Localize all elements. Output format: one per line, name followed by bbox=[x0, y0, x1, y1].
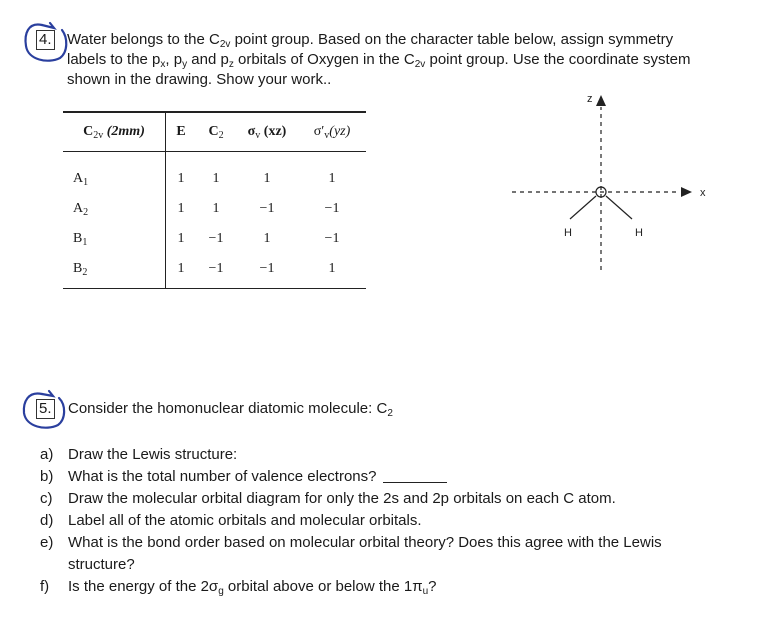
point-group-header: $C_{2v}$ (2mm) bbox=[63, 112, 166, 152]
z-axis-label: z bbox=[587, 93, 593, 105]
char-E: 1 bbox=[177, 231, 185, 246]
char-E: 1 bbox=[177, 201, 185, 216]
char-C2: 1 bbox=[212, 171, 220, 186]
right-hydrogen-label: H bbox=[635, 227, 643, 239]
part-b: b) What is the total number of valence electrons? bbox=[40, 467, 53, 487]
op-sigma-v-xz-header: $\sigma_v$ (xz) bbox=[236, 112, 298, 152]
irrep-label: $B_2$ bbox=[63, 254, 166, 289]
question-5-number: 5. bbox=[36, 399, 55, 419]
x-axis-arrowhead bbox=[681, 187, 692, 197]
char-E: 1 bbox=[166, 254, 197, 289]
char-sigma-v-xz: −1 bbox=[259, 201, 275, 216]
char-sigma-v-xz: −1 bbox=[236, 254, 298, 289]
char-sigma-v-yz: 1 bbox=[298, 254, 366, 289]
z-axis-arrowhead bbox=[596, 95, 606, 106]
irrep-label: $A_1$ bbox=[63, 152, 166, 195]
char-C2: −1 bbox=[208, 231, 224, 246]
char-C2: 1 bbox=[212, 201, 220, 216]
char-C2: −1 bbox=[196, 254, 236, 289]
table-row bbox=[63, 254, 366, 289]
answer-blank[interactable] bbox=[383, 481, 447, 483]
part-d: d) Label all of the atomic orbitals and molecular orbitals. bbox=[40, 512, 422, 529]
question-4-number: 4. bbox=[36, 30, 55, 50]
char-sigma-v-xz: 1 bbox=[263, 171, 271, 186]
x-axis-label: x bbox=[700, 187, 706, 199]
water-coordinate-drawing bbox=[510, 85, 725, 280]
char-sigma-v-xz: 1 bbox=[263, 231, 271, 246]
part-e-continued: structure? bbox=[68, 556, 135, 573]
table-row bbox=[63, 224, 366, 254]
left-hydrogen-label: H bbox=[564, 227, 572, 239]
char-sigma-v-yz: −1 bbox=[324, 201, 340, 216]
irrep-label: $A_2$ bbox=[63, 194, 166, 224]
table-row bbox=[63, 152, 366, 195]
char-E: 1 bbox=[177, 171, 185, 186]
part-f: f) Is the energy of the $2\sigma_g$ orbital above or below the $1\pi_u$? bbox=[40, 578, 437, 597]
question-5-intro: Consider the homonuclear diatomic molecule: $C_2$ bbox=[68, 400, 393, 419]
question-4-line-2: labels to the $p_x$, $p_y$ and $p_z$ orbitals of Oxygen in the $C_{2v}$ point group. Use the coordinate system bbox=[67, 51, 691, 70]
left-o-h-bond bbox=[570, 196, 596, 219]
op-C2-header: $C_2$ bbox=[196, 112, 236, 152]
right-o-h-bond bbox=[606, 196, 632, 219]
op-E-header: E bbox=[166, 112, 197, 152]
part-e: e) What is the bond order based on molecular orbital theory? Does this agree with the Lewis bbox=[40, 534, 662, 551]
char-sigma-v-yz: 1 bbox=[328, 171, 336, 186]
part-c: c) Draw the molecular orbital diagram for only the 2s and 2p orbitals on each C atom. bbox=[40, 490, 616, 507]
irrep-label: $B_1$ bbox=[63, 224, 166, 254]
char-sigma-v-yz: −1 bbox=[324, 231, 340, 246]
question-4-line-3: shown in the drawing. Show your work.. bbox=[67, 71, 332, 88]
part-a: a) Draw the Lewis structure: bbox=[40, 446, 238, 463]
character-table bbox=[63, 111, 366, 289]
op-sigma-v-yz-header: $\sigma'_v(yz)$ bbox=[298, 112, 366, 152]
character-table-header bbox=[63, 112, 366, 152]
question-4-line-1: Water belongs to the $C_{2v}$ point group. Based on the character table below, assign symmetry bbox=[67, 31, 674, 50]
table-row bbox=[63, 194, 366, 224]
